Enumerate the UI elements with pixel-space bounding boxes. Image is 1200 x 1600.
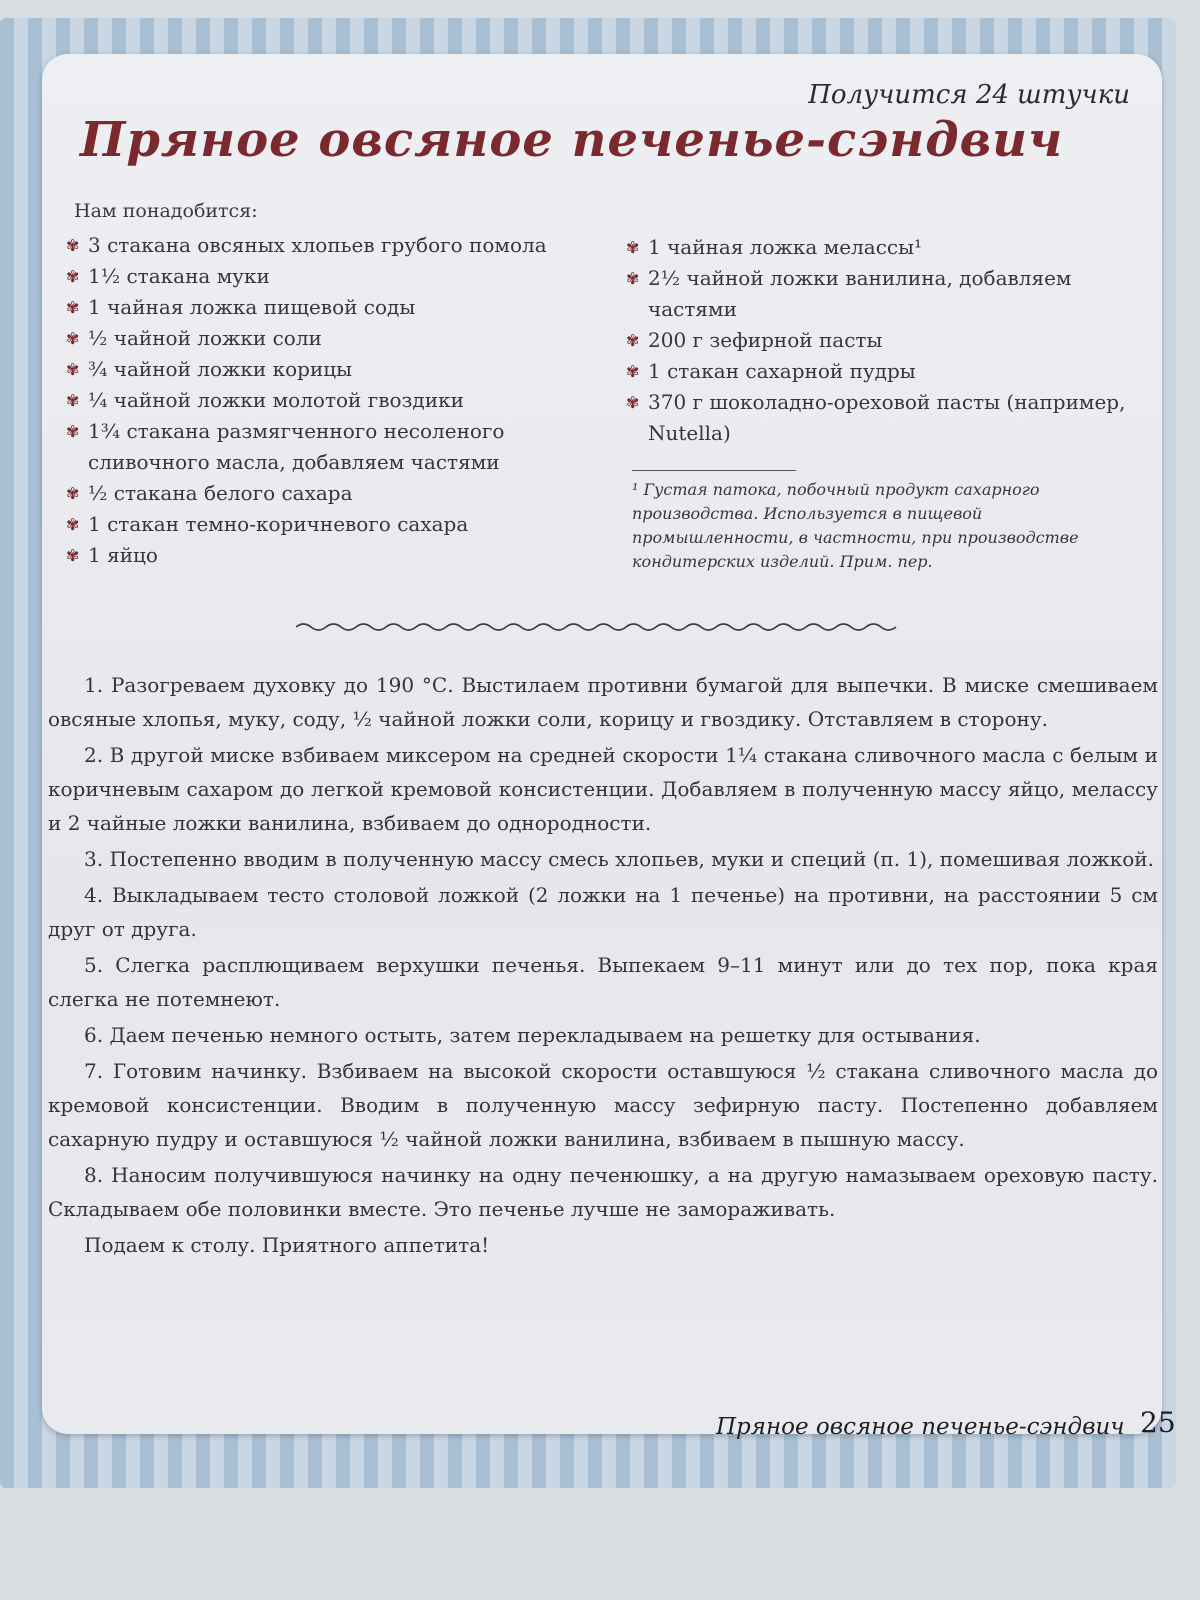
ingredients-heading: Нам понадобится: bbox=[74, 200, 258, 222]
page-number: 25 bbox=[1140, 1406, 1176, 1439]
ingredient-item: ✾ ½ чайной ложки соли bbox=[66, 323, 586, 354]
instruction-step: 2. В другой миске взбиваем миксером на средней скорости 1¼ стакана сливочного масла с белым и коричневым сахаром до легкой кремовой консистенции. Добавляем в полученную массу яйцо, мелассу и 2 чайные ложки ванилина, взбиваем до однородности. bbox=[48, 743, 1158, 835]
flower-bullet-icon: ✾ bbox=[66, 546, 80, 565]
ingredient-item: ✾ 370 г шоколадно-ореховой пасты (например, Nutella) bbox=[626, 387, 1126, 449]
ingredient-item: ✾ 1 чайная ложка пищевой соды bbox=[66, 292, 586, 323]
ingredient-item: ✾ 2½ чайной ложки ванилина, добавляем частями bbox=[626, 263, 1126, 325]
flower-bullet-icon: ✾ bbox=[66, 360, 80, 379]
flower-bullet-icon: ✾ bbox=[626, 269, 640, 288]
instructions bbox=[48, 668, 1158, 1264]
ingredient-item: ✾ ½ стакана белого сахара bbox=[66, 478, 586, 509]
ingredient-item: ✾ 1 стакан сахарной пудры bbox=[626, 356, 1126, 387]
closing-line: Подаем к столу. Приятного аппетита! bbox=[84, 1233, 490, 1257]
ingredient-item: ✾ 3 стакана овсяных хлопьев грубого помола bbox=[66, 230, 586, 261]
ingredient-item: ✾ 1¾ стакана размягченного несоленого сливочного масла, добавляем частями bbox=[66, 416, 586, 478]
ingredient-item: ✾ 1½ стакана муки bbox=[66, 261, 586, 292]
running-title: Пряное овсяное печенье-сэндвич bbox=[716, 1414, 1125, 1440]
instruction-step: 1. Разогреваем духовку до 190 °С. Выстилаем противни бумагой для выпечки. В миске смешиваем овсяные хлопья, муку, соду, ½ чайной ложки соли, корицу и гвоздику. Отставляем в сторону. bbox=[48, 673, 1158, 731]
flower-bullet-icon: ✾ bbox=[66, 515, 80, 534]
flower-bullet-icon: ✾ bbox=[66, 267, 80, 286]
ingredients-list-right bbox=[626, 232, 1126, 449]
flower-bullet-icon: ✾ bbox=[66, 298, 80, 317]
flower-bullet-icon: ✾ bbox=[626, 238, 640, 257]
instruction-step: 8. Наносим получившуюся начинку на одну печенюшку, а на другую намазываем ореховую пасту. Складываем обе половинки вместе. Это печенье лучше не замораживать. bbox=[48, 1163, 1158, 1221]
ingredient-item: ✾ 1 яйцо bbox=[66, 540, 586, 571]
flower-bullet-icon: ✾ bbox=[66, 236, 80, 255]
flower-bullet-icon: ✾ bbox=[66, 391, 80, 410]
footnote-divider bbox=[632, 470, 796, 471]
flower-bullet-icon: ✾ bbox=[66, 329, 80, 348]
ingredient-item: ✾ ¼ чайной ложки молотой гвоздики bbox=[66, 385, 586, 416]
recipe-title: Пряное овсяное печенье-сэндвич bbox=[80, 112, 1064, 168]
flower-bullet-icon: ✾ bbox=[626, 362, 640, 381]
ingredients-list-left bbox=[66, 230, 586, 571]
yield-label: Получится 24 штучки bbox=[808, 80, 1130, 110]
flower-bullet-icon: ✾ bbox=[66, 422, 80, 441]
flower-bullet-icon: ✾ bbox=[66, 484, 80, 503]
instruction-step: 4. Выкладываем тесто столовой ложкой (2 ложки на 1 печенье) на противни, на расстоянии 5 см друг от друга. bbox=[48, 883, 1158, 941]
ingredient-item: ✾ 200 г зефирной пасты bbox=[626, 325, 1126, 356]
wavy-divider bbox=[296, 620, 900, 634]
footnote: ¹ Густая патока, побочный продукт сахарного производства. Используется в пищевой промышленности, в частности, при производстве кондитерских изделий. Прим. пер. bbox=[632, 480, 1079, 571]
instruction-step: 6. Даем печенью немного остыть, затем перекладываем на решетку для остывания. bbox=[84, 1023, 981, 1047]
ingredient-item: ✾ 1 стакан темно-коричневого сахара bbox=[66, 509, 586, 540]
instruction-step: 7. Готовим начинку. Взбиваем на высокой скорости оставшуюся ½ стакана сливочного масла до кремовой консистенции. Вводим в полученную массу зефирную пасту. Постепенно добавляем сахарную пудру и оставшуюся ½ чайной ложки ванилина, взбиваем в пышную массу. bbox=[48, 1059, 1158, 1151]
instruction-step: 5. Слегка расплющиваем верхушки печенья. Выпекаем 9–11 минут или до тех пор, пока края слегка не потемнеют. bbox=[48, 953, 1158, 1011]
ingredient-item: ✾ 1 чайная ложка мелассы¹ bbox=[626, 232, 1126, 263]
flower-bullet-icon: ✾ bbox=[626, 331, 640, 350]
flower-bullet-icon: ✾ bbox=[626, 393, 640, 412]
ingredient-item: ✾ ¾ чайной ложки корицы bbox=[66, 354, 586, 385]
instruction-step: 3. Постепенно вводим в полученную массу смесь хлопьев, муки и специй (п. 1), помешивая ложкой. bbox=[84, 847, 1154, 871]
